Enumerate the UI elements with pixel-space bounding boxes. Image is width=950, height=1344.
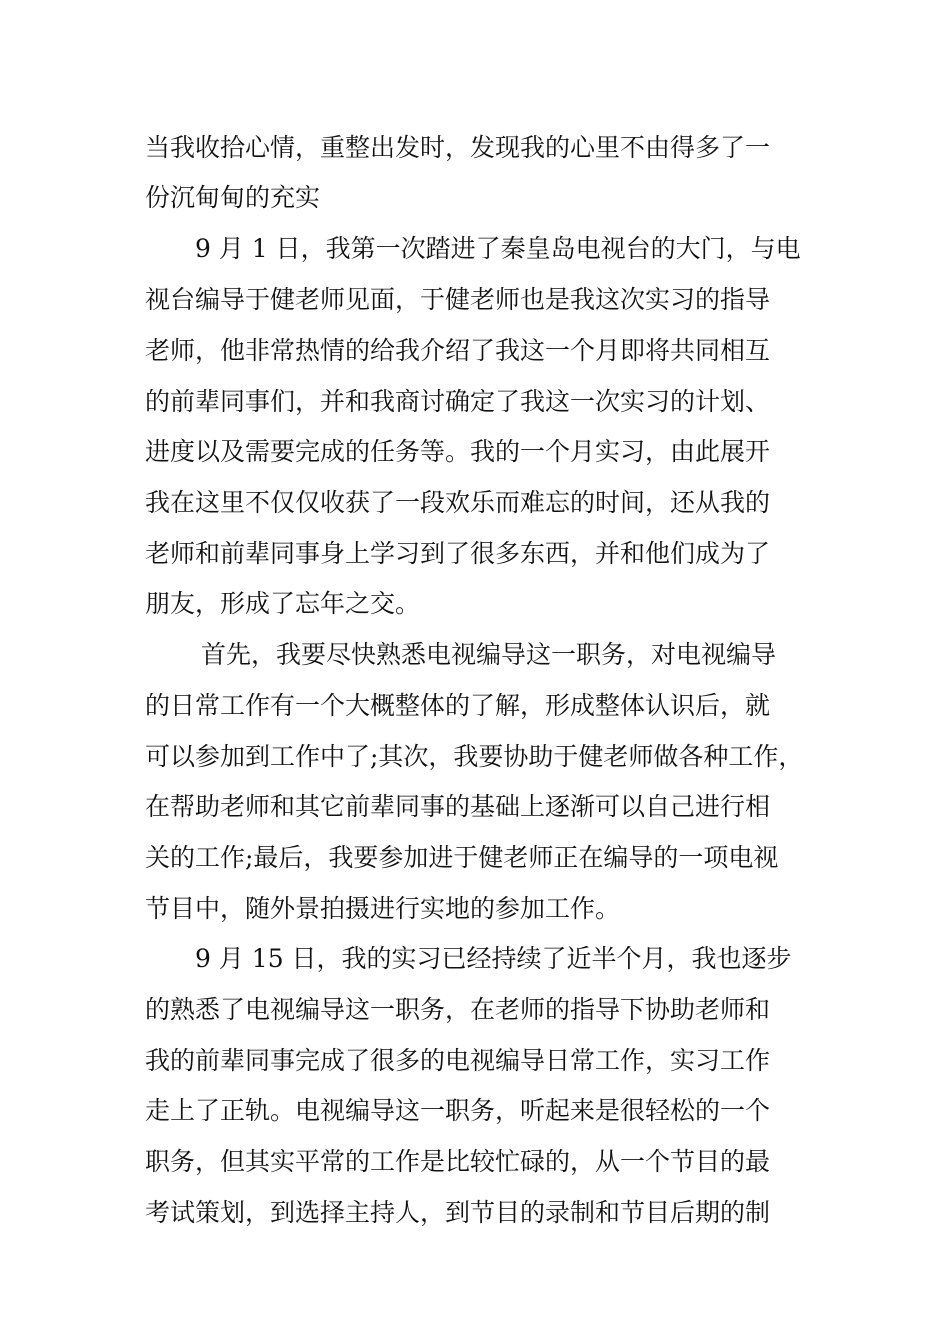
text-line: 份沉甸甸的充实: [145, 183, 321, 212]
text-line: 我在这里不仅仅收获了一段欢乐而难忘的时间，还从我的: [145, 488, 771, 517]
text-line: 考试策划，到选择主持人，到节目的录制和节目后期的制: [145, 1198, 771, 1227]
text-line: 在帮助老师和其它前辈同事的基础上逐渐可以自己进行相: [145, 792, 771, 821]
text-line: 关的工作;最后，我要参加进于健老师正在编导的一项电视: [145, 843, 779, 872]
text-line: 首先，我要尽快熟悉电视编导这一职务，对电视编导: [201, 640, 777, 669]
text-line: 走上了正轨。电视编导这一职务，听起来是很轻松的一个: [145, 1096, 771, 1125]
text-line: 可以参加到工作中了;其次，我要协助于健老师做各种工作，: [145, 742, 804, 771]
text-line: 老师，他非常热情的给我介绍了我这一个月即将共同相互: [145, 336, 771, 365]
text-line: 当我收拾心情，重整出发时，发现我的心里不由得多了一: [145, 133, 771, 162]
text-line: 节目中，随外景拍摄进行实地的参加工作。: [145, 894, 621, 923]
text-line: 的熟悉了电视编导这一职务，在老师的指导下协助老师和: [145, 995, 771, 1024]
text-line: 9 月 1 日，我第一次踏进了秦皇岛电视台的大门，与电: [195, 234, 801, 263]
text-line: 我的前辈同事完成了很多的电视编导日常工作，实习工作: [145, 1046, 771, 1075]
text-line: 视台编导于健老师见面，于健老师也是我这次实习的指导: [145, 285, 771, 314]
text-line: 9 月 15 日，我的实习已经持续了近半个月，我也逐步: [195, 944, 792, 973]
text-line: 的日常工作有一个大概整体的了解，形成整体认识后，就: [145, 691, 771, 720]
text-line: 朋友，形成了忘年之交。: [145, 589, 421, 618]
text-line: 老师和前辈同事身上学习到了很多东西，并和他们成为了: [145, 539, 771, 568]
text-line: 的前辈同事们，并和我商讨确定了我这一次实习的计划、: [145, 387, 771, 416]
text-line: 职务，但其实平常的工作是比较忙碌的，从一个节目的最: [145, 1147, 771, 1176]
text-line: 进度以及需要完成的任务等。我的一个月实习，由此展开: [145, 437, 771, 466]
